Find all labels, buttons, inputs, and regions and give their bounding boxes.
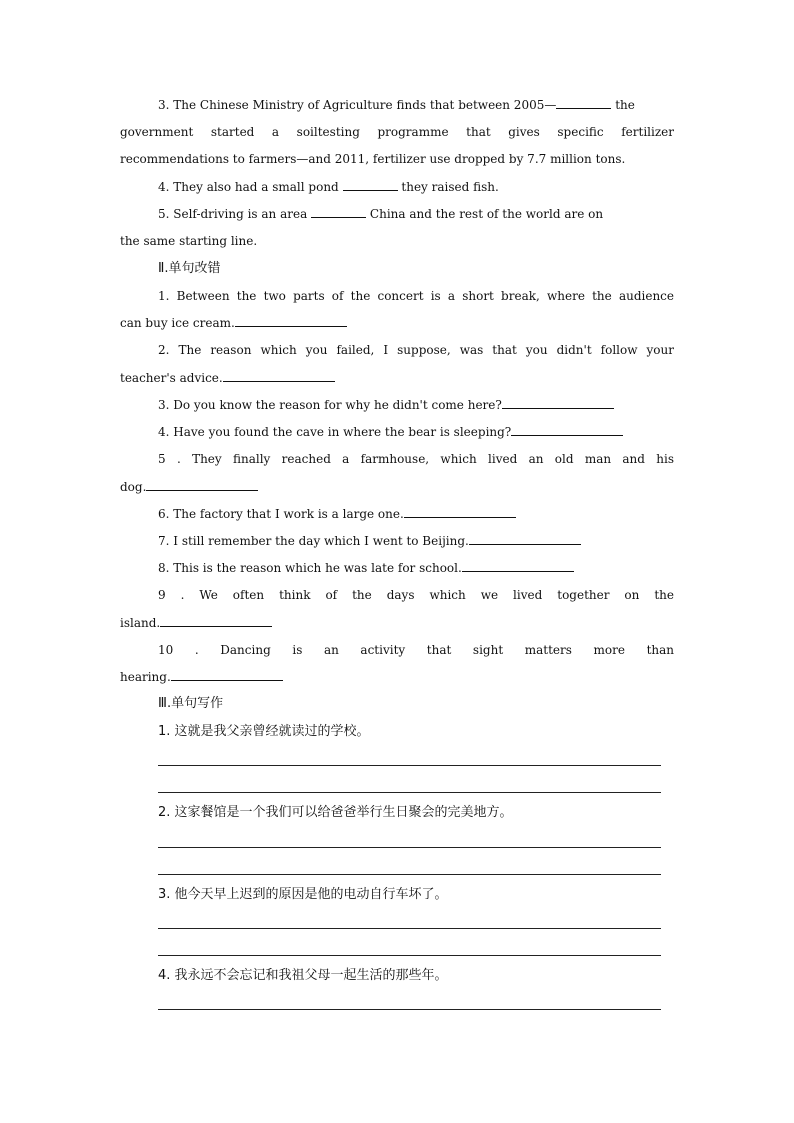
writing-3-prompt: 3. 他今天早上迟到的原因是他的电动自行车坏了。 — [158, 887, 448, 902]
answer-blank[interactable] — [462, 560, 574, 572]
question-5-text-b: China and the rest of the world are on — [369, 207, 604, 221]
writing-3-answer-line-1[interactable] — [158, 928, 661, 929]
correction-8 — [158, 560, 674, 576]
correction-7-text: 7. I still remember the day which I went to Beijing. — [158, 534, 469, 548]
answer-blank[interactable] — [171, 669, 283, 681]
answer-blank[interactable] — [556, 97, 611, 109]
correction-4 — [158, 424, 674, 440]
question-3-text-b: the — [615, 98, 635, 112]
answer-blank[interactable] — [343, 179, 398, 191]
writing-1-answer-line-1[interactable] — [158, 765, 661, 766]
correction-1-line-1: 1. Between the two parts of the concert is a short break, where the audience — [158, 289, 674, 303]
question-4-text-a: 4. They also had a small pond — [158, 180, 339, 194]
correction-5-line-2 — [120, 479, 674, 495]
correction-1-text: can buy ice cream. — [120, 316, 235, 330]
question-4 — [158, 179, 674, 195]
writing-2-prompt: 2. 这家餐馆是一个我们可以给爸爸举行生日聚会的完美地方。 — [158, 805, 513, 820]
correction-10-text: hearing. — [120, 670, 171, 684]
writing-4-prompt: 4. 我永远不会忘记和我祖父母一起生活的那些年。 — [158, 968, 448, 983]
correction-10-line-2 — [120, 669, 674, 685]
question-5-line-1 — [158, 206, 674, 222]
correction-8-text: 8. This is the reason which he was late for school. — [158, 561, 462, 575]
writing-1-answer-line-2[interactable] — [158, 792, 661, 793]
correction-2-line-1: 2. The reason which you failed, I suppose, was that you didn't follow your — [158, 343, 674, 357]
answer-blank[interactable] — [311, 206, 366, 218]
writing-3-answer-line-2[interactable] — [158, 955, 661, 956]
writing-2-answer-line-1[interactable] — [158, 847, 661, 848]
correction-10-line-1: 10 . Dancing is an activity that sight matters more than — [158, 643, 674, 657]
answer-blank[interactable] — [511, 424, 623, 436]
question-4-text-b: they raised fish. — [401, 180, 499, 194]
question-3-line-2: government started a soiltesting programme that gives specific fertilizer — [120, 125, 674, 139]
question-3-line-3: recommendations to farmers—and 2011, fertilizer use dropped by 7.7 million tons. — [120, 152, 626, 166]
answer-blank[interactable] — [146, 479, 258, 491]
answer-blank[interactable] — [223, 370, 335, 382]
writing-2-answer-line-2[interactable] — [158, 874, 661, 875]
correction-2-line-2 — [120, 370, 674, 386]
correction-5-text: dog. — [120, 480, 147, 494]
correction-6-text: 6. The factory that I work is a large one. — [158, 507, 404, 521]
answer-blank[interactable] — [235, 315, 347, 327]
answer-blank[interactable] — [404, 506, 516, 518]
correction-9-line-1: 9 . We often think of the days which we lived together on the — [158, 588, 674, 602]
question-3-text-a: 3. The Chinese Ministry of Agriculture finds that between 2005— — [158, 98, 557, 112]
question-5-line-2: the same starting line. — [120, 234, 258, 248]
correction-4-text: 4. Have you found the cave in where the bear is sleeping? — [158, 425, 512, 439]
correction-1-line-2 — [120, 315, 674, 331]
section-2-heading: Ⅱ.单句改错 — [158, 261, 221, 276]
answer-blank[interactable] — [502, 397, 614, 409]
correction-2-text: teacher's advice. — [120, 371, 223, 385]
correction-3 — [158, 397, 674, 413]
question-3-line-1 — [158, 97, 674, 113]
section-3-heading: Ⅲ.单句写作 — [158, 696, 224, 711]
writing-1-prompt: 1. 这就是我父亲曾经就读过的学校。 — [158, 724, 370, 739]
correction-9-line-2 — [120, 615, 674, 631]
correction-6 — [158, 506, 674, 522]
writing-4-answer-line-1[interactable] — [158, 1009, 661, 1010]
correction-5-line-1: 5 . They finally reached a farmhouse, which lived an old man and his — [158, 452, 674, 466]
question-5-text-a: 5. Self-driving is an area — [158, 207, 308, 221]
answer-blank[interactable] — [469, 533, 581, 545]
answer-blank[interactable] — [160, 615, 272, 627]
correction-9-text: island. — [120, 616, 161, 630]
correction-3-text: 3. Do you know the reason for why he didn't come here? — [158, 398, 502, 412]
correction-7 — [158, 533, 674, 549]
